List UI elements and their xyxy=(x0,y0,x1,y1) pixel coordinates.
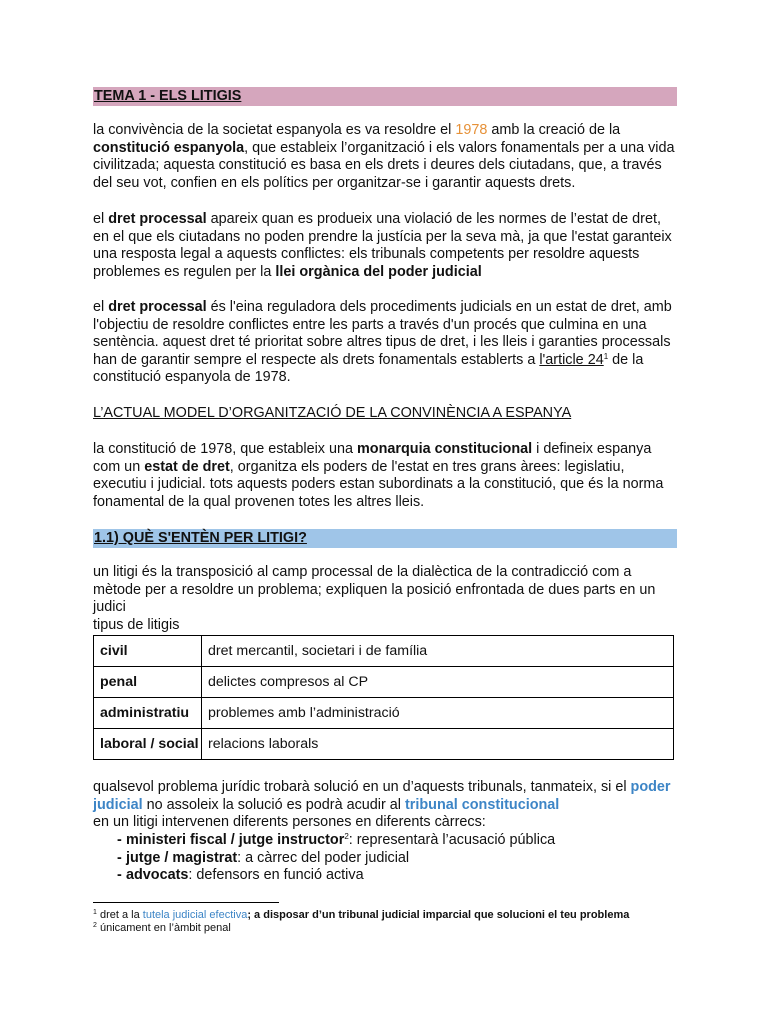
footnote-ref-2[interactable]: 2 xyxy=(344,832,349,841)
litigis-table xyxy=(93,635,674,760)
subheading-model: L’ACTUAL MODEL D’ORGANITZACIÓ DE LA CONVINÈNCIA A ESPANYA xyxy=(93,405,572,421)
footnote-ref-1[interactable]: 1 xyxy=(603,351,609,361)
section-heading-litigi: 1.1) QUÈ S'ENTÈN PER LITIGI? xyxy=(93,529,677,548)
section-heading-tema1: TEMA 1 - ELS LITIGIS xyxy=(93,87,677,106)
list-item: - jutge / magistrat: a càrrec del poder judicial xyxy=(117,849,410,866)
paragraph-dret-processal-2: el dret processal és l'eina reguladora dels procediments judicials en un estat de dret, amb l'objectiu de resoldre conflictes entre les parts a través d'un procés que culmina en una sentència. aquest dret té prioritat sobre altres tipus de dret, i les lleis i garanties processals han de garantir sempre el respecte als drets fonamentals establerts a l'article $24^1$ de la constitució espanyola de 1978. xyxy=(93,299,672,386)
poder-judicial-link[interactable]: poder judicial xyxy=(93,779,671,813)
paragraph-litigi-definition: un litigi és la transposició al camp processal de la dialèctica de la contradicció com a mètode per a resoldre un problema; expliquen la posició enfrontada de dues parts en un judici xyxy=(93,564,656,616)
list-item: - advocats: defensors en funció activa xyxy=(117,867,364,884)
paragraph-constitucio: la constitució de 1978, que estableix una monarquia constitucional i defineix espanya com un estat de dret, organitza els poders de l'estat en tres grans àrees: legislatiu, executiu i judicial. tots aquests poders estan subordinats a la constitució, que és la norma fonamental de la qual provenen totes les altres lleis. xyxy=(93,441,664,510)
table-row: laboral / social relacions laborals xyxy=(94,729,674,760)
table-row: penal delictes compresos al CP xyxy=(94,667,674,698)
paragraph-intro: la convivència de la societat espanyola es va resoldre el 1978 amb la creació de la constitució espanyola, que estableix l’organització i els valors fonamentals per a una vida civilitzada; aquesta constitució es basa en els drets i deures dels ciutadans, que, a través del seu vot, confien en els polítics per organitzar-se i garantir aquests drets. xyxy=(93,122,675,191)
paragraph-dret-processal-1: el dret processal apareix quan es produeix una violació de les normes de l’estat de dret, en el que els ciutadans no poden prendre la justícia per la seva mà, ja que l'estat garanteix una resposta legal a aquests conflictes: els tribunals competents per resoldre aquests problemes es regulen per la llei orgànica del poder judicial xyxy=(93,211,672,280)
table-row: civil dret mercantil, societari i de família xyxy=(94,636,674,667)
paragraph-intervenen: en un litigi intervenen diferents persones en diferents càrrecs: xyxy=(93,814,486,830)
footnote-divider xyxy=(93,902,279,903)
list-item: - ministeri fiscal / jutge instructor$^2$: representarà l’acusació pública xyxy=(117,832,556,848)
tribunal-constitucional-link[interactable]: tribunal constitucional xyxy=(404,796,560,813)
table-caption: tipus de litigis xyxy=(93,617,180,633)
year-highlight: 1978 xyxy=(455,122,488,138)
footnote-2: $^2$ únicament en l’àmbit penal xyxy=(93,922,231,934)
roles-list xyxy=(93,832,677,885)
table-row: administratiu problemes amb l’administració xyxy=(94,698,674,729)
footnote-1: $^1$ dret a la tutela judicial efectiva; a disposar d’un tribunal judicial imparcial que solucioni el teu problema xyxy=(93,909,630,921)
tutela-judicial-link[interactable]: tutela judicial efectiva xyxy=(142,909,248,921)
paragraph-tribunals: qualsevol problema jurídic trobarà solució en un d’aquests tribunals, tanmateix, si el poder judicial no assoleix la solució es podrà acudir al tribunal constitucional xyxy=(93,779,671,813)
article-24-link[interactable]: l'article 24 xyxy=(539,351,604,368)
